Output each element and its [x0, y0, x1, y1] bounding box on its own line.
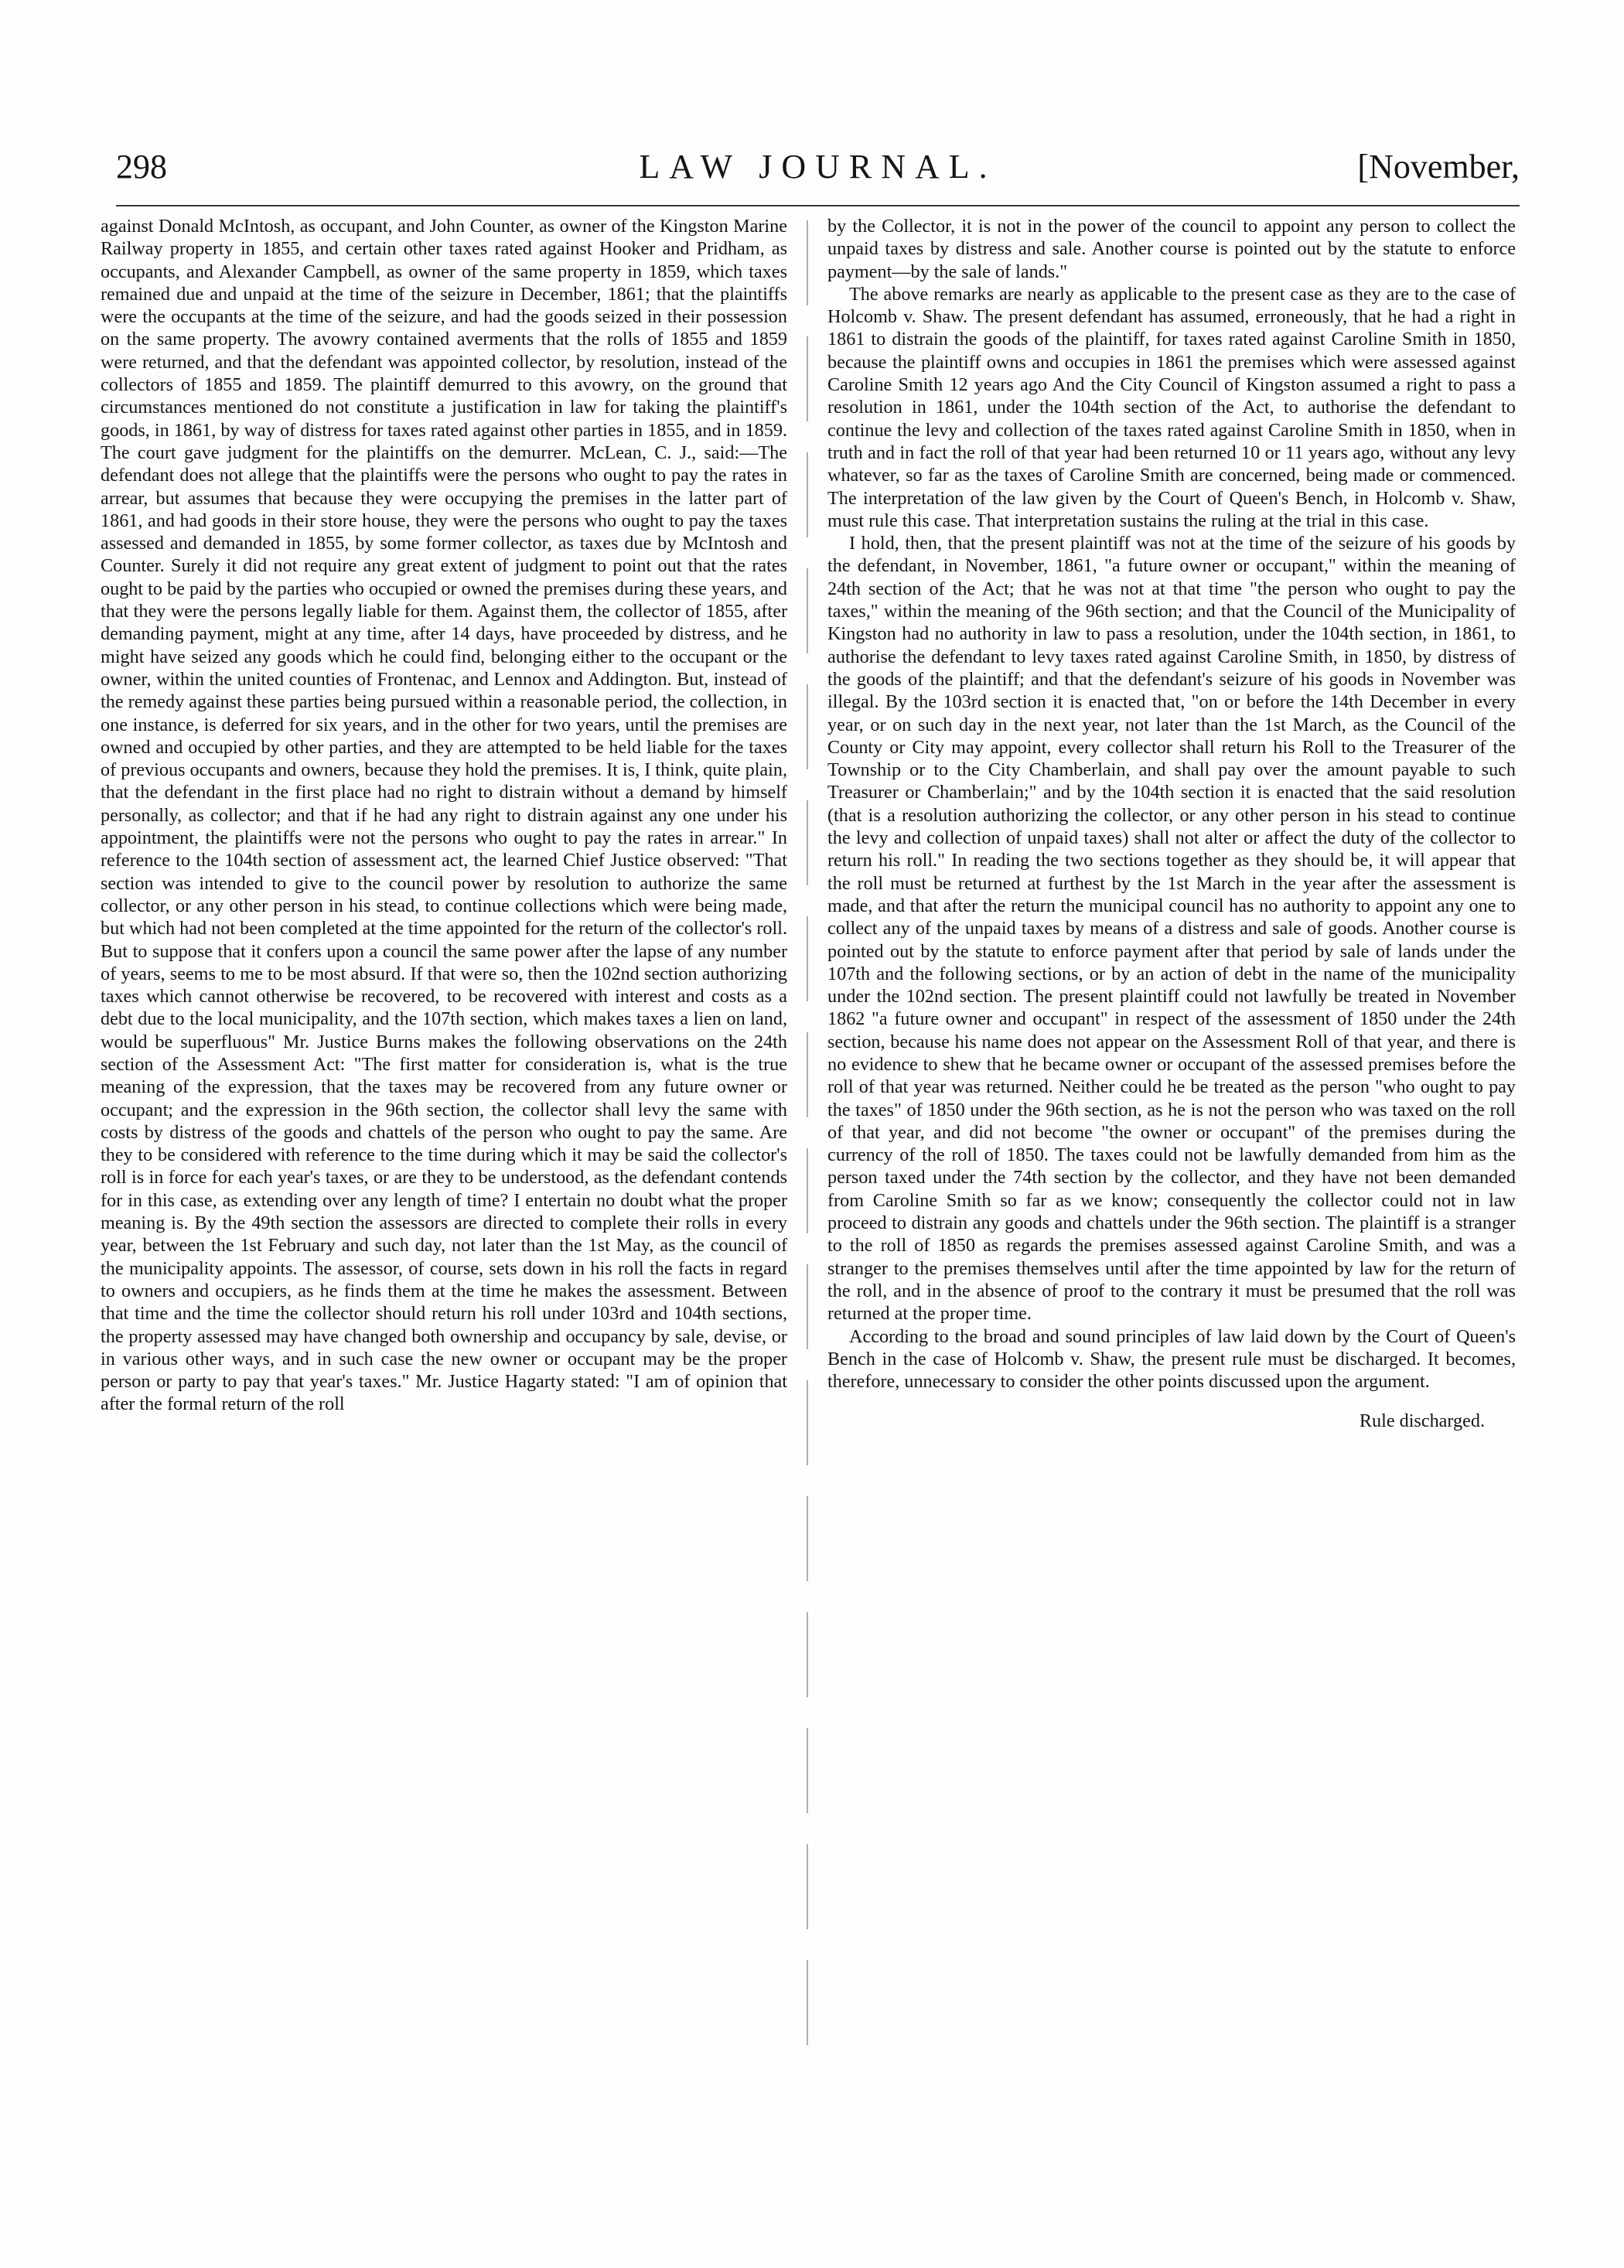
page-number: 298: [116, 148, 167, 186]
right-paragraph-1: by the Collector, it is not in the power of the council to appoint any person to collect the unpaid taxes by distress and sale. Another course is pointed out by the statute to enforce payment—by the sale of lands.": [827, 216, 1516, 282]
running-date: [November,: [1357, 148, 1520, 186]
rule-discharged: Rule discharged.: [1359, 1410, 1485, 1432]
running-title: LAW JOURNAL.: [639, 148, 997, 186]
page-header: [116, 147, 1520, 193]
column-divider: [807, 220, 808, 2068]
left-column: [101, 215, 787, 1416]
right-paragraph-4: According to the broad and sound principles of law laid down by the Court of Queen's Bench in the case of Holcomb v. Shaw, the present rule must be discharged. It becomes, therefore, unnecessary to consider the other points discussed upon the argument.: [827, 1325, 1516, 1393]
left-paragraph-1: against Donald McIntosh, as occupant, and John Counter, as owner of the Kingston Marine Railway property in 1855, and certain other taxes rated against Hooker and Pridham, as occupants, and Alexander Campbell, as owner of the same property in 1859, which taxes remained due and unpaid at the time of the seizure in December, 1861; that the plaintiffs were the occupants at the time of the seizure, and had the goods seized in their possession on the same property. The avowry contained averments that the rolls of 1855 and 1859 were returned, and that the defendant was appointed collector, by resolution, instead of the collectors of 1855 and 1859. The plaintiff demurred to this avowry, on the ground that circumstances mentioned do not constitute a justification in law for taking the plaintiff's goods, in 1861, by way of distress for taxes rated against other parties in 1855, and in 1859. The court gave judgment for the plaintiffs on the demurrer. McLean, C. J., said:—The defendant does not allege that the plaintiffs were the persons who ought to pay the rates in arrear, but assumes that because they were occupying the premises in the latter part of 1861, and had goods in their store house, they were the persons who ought to pay the taxes assessed and demanded in 1855, by some former collector, as taxes due by McIntosh and Counter. Surely it did not require any great extent of judgment to point out that the rates ought to be paid by the parties who occupied or owned the premises during these years, and that they were the persons legally liable for them. Against them, the collector of 1855, after demanding payment, might at any time, after 14 days, have proceeded by distress, and he might have seized any goods which he could find, belonging either to the occupant or the owner, within the united counties of Frontenac, and Lennox and Addington. But, instead of the remedy against these parties being pursued within a reasonable period, the collection, in one instance, is deferred for six years, and in the other for two years, until the premises are owned and occupied by other parties, and they are attempted to be held liable for the taxes of previous occupants and owners, because they hold the premises. It is, I think, quite plain, that the defendant in the first place had no right to distrain without a demand by himself personally, as collector; and that if he had any right to distrain against any one under his appointment, the plaintiffs were not the persons who ought to pay the rates in arrear." In reference to the 104th section of assessment act, the learned Chief Justice observed: "That section was intended to give to the council power by resolution to authorize the same collector, or any other person in his stead, to continue collections which were being made, but which had not been completed at the time appointed for the return of the collector's roll. But to suppose that it confers upon a council the same power after the lapse of any number of years, seems to me to be most absurd. If that were so, then the 102nd section authorizing taxes which cannot otherwise be recovered, to be recovered with interest and costs as a debt due to the local municipality, and the 107th section, which makes taxes a lien on land, would be superfluous" Mr. Justice Burns makes the following observations on the 24th section of the Assessment Act: "The first matter for consideration is, what is the true meaning of the expression, that the taxes may be recovered from any future owner or occupant; and the expression in the 96th section, the collector shall levy the same with costs by distress of the goods and chattels of the person who ought to pay the same. Are they to be considered with reference to the time during which it may be said the collector's roll is in force for each year's taxes, or are they to be understood, as the defendant contends for in this case, as extending over any length of time? I entertain no doubt what the proper meaning is. By the 49th section the assessors are directed to complete their rolls in every year, between the 1st February and such day, not later than the 1st May, as the council of the municipality appoints. The assessor, of course, sets down in his roll the facts in regard to owners and occupiers, as he finds them at the time he makes the assessment. Between that time and the time the collector should return his roll under 103rd and 104th sections, the property assessed may have changed both ownership and occupancy by sale, devise, or in various other ways, and in such case the new owner or occupant may be the proper person or party to pay that year's taxes." Mr. Justice Hagarty stated: "I am of opinion that after the formal return of the roll: [101, 216, 788, 1415]
right-paragraph-2: The above remarks are nearly as applicable to the present case as they are to the case of Holcomb v. Shaw. The present defendant has assumed, erroneously, that he had a right in 1861 to distrain the goods of the plaintiff, for taxes rated against Caroline Smith in 1850, because the plaintiff owns and occupies in 1861 the premises which were assessed against Caroline Smith 12 years ago And the City Council of Kingston assumed a right to pass a resolution in 1861, under the 104th section of the Act, to authorise the defendant to continue the levy and collection of the taxes rated against Caroline Smith in 1850, when in truth and in fact the roll of that year had been returned 10 or 11 years ago, without any levy whatever, so far as the taxes of Caroline Smith are concerned, being made or commenced. The interpretation of the law given by the Court of Queen's Bench, in Holcomb v. Shaw, must rule this case. That interpretation sustains the ruling at the trial in this case.: [827, 283, 1516, 531]
right-column: [827, 215, 1516, 1433]
header-rule: [116, 205, 1520, 206]
right-paragraph-3: I hold, then, that the present plaintiff was not at the time of the seizure of his goods by the defendant, in November, 1861, "a future owner or occupant," within the meaning of 24th section of the Act; that he was not at that time "the person who ought to pay the taxes," within the meaning of the 96th section; and that the Council of the Municipality of Kingston had no authority in law to pass a resolution, under the 104th section, in 1861, to authorise the defendant to levy taxes rated against Caroline Smith, in 1850, by distress of the goods of the plaintiff; and that the defendant's seizure of his goods in November was illegal. By the 103rd section it is enacted that, "on or before the 14th December in every year, or on such day in the next year, not later than the 1st March, as the Council of the County or City may appoint, every collector shall return his Roll to the Treasurer of the Township or to the City Chamberlain, and shall pay over the amount payable to such Treasurer or Chamberlain;" and by the 104th section it is enacted that the said resolution (that is a resolution authorizing the collector, or any other person in his stead to continue the levy and collection of unpaid taxes) shall not alter or affect the duty of the collector to return his roll." In reading the two sections together as they should be, it will appear that the roll must be returned at furthest by the 1st March in the year after the assessment is made, and that after the return the municipal council has no authority to appoint any one to collect any of the unpaid taxes by means of a distress and sale of goods. Another course is pointed out by the statute to enforce payment after that period by sale of lands under the 107th and the following sections, or by an action of debt in the name of the municipality under the 102nd section. The present plaintiff could not lawfully be treated in November 1862 "a future owner and occupant" in respect of the assessment of 1850 under the 24th section, because his name does not appear on the Assessment Roll of that year, and there is no evidence to shew that he became owner or occupant of the assessed premises before the roll of that year was returned. Neither could he be treated as the person "who ought to pay the taxes" of 1850 under the 96th section, as he is not the person who was taxed on the roll of that year, and did not become "the owner or occupant" of the premises during the currency of the roll of 1850. The taxes could not be lawfully demanded from him as the person taxed under the 74th section by the collector, and they have not been demanded from Caroline Smith so far as we know; consequently the collector could not in law proceed to distrain any goods and chattels under the 96th section. The plaintiff is a stranger to the roll of 1850 as regards the premises assessed against Caroline Smith, and was a stranger to the premises themselves until after the time appointed by law for the return of the roll, and in the absence of proof to the contrary it must be presumed that the roll was returned at the proper time.: [827, 533, 1516, 1325]
